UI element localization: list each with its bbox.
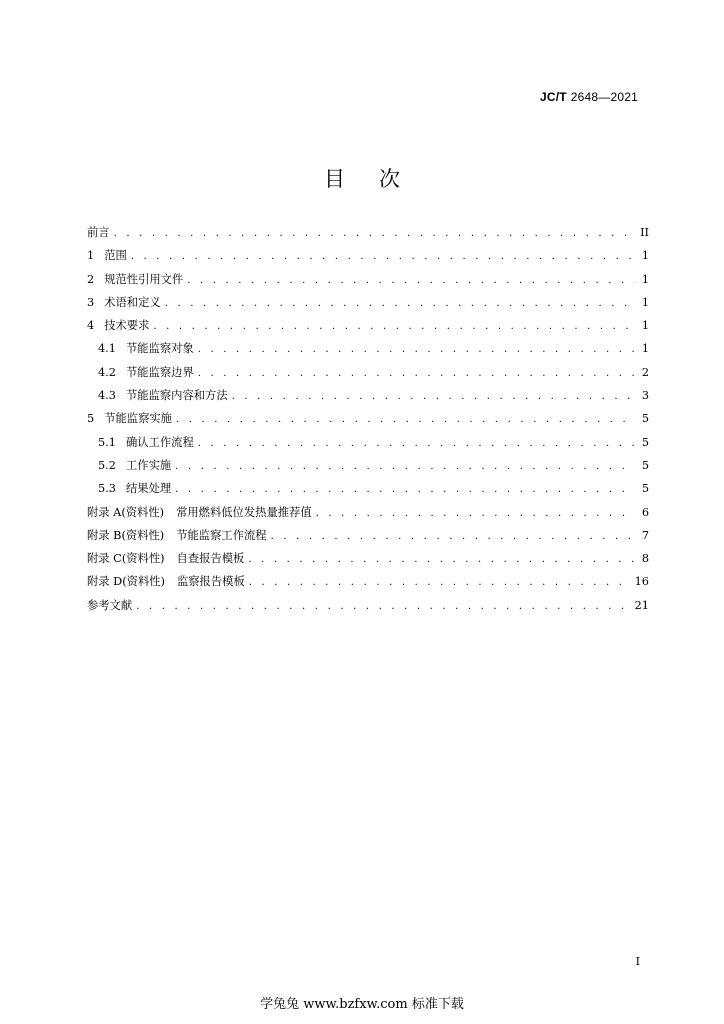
toc-entry-label: 自查报告模板 bbox=[176, 552, 245, 566]
toc-entry-terms-definitions[interactable] bbox=[87, 294, 649, 317]
toc-leader-dots bbox=[114, 228, 635, 239]
toc-leader-dots bbox=[165, 298, 635, 309]
toc-leader-dots bbox=[131, 251, 635, 262]
toc-leader-dots bbox=[176, 414, 635, 425]
toc-entry-appendix-b[interactable] bbox=[87, 527, 649, 550]
toc-entry-number: 3 bbox=[87, 295, 95, 309]
toc-entry-number: 1 bbox=[87, 249, 95, 263]
document-code-prefix: JC/T bbox=[539, 90, 567, 104]
toc-entry-page: II bbox=[640, 226, 649, 239]
toc-entry-label: 规范性引用文件 bbox=[104, 272, 184, 286]
toc-leader-dots bbox=[249, 577, 631, 588]
toc-entry-number: 4.1 bbox=[98, 342, 116, 356]
toc-entry-page: 2 bbox=[641, 365, 649, 379]
toc-entry-page: 8 bbox=[641, 552, 649, 566]
toc-entry-page: 1 bbox=[641, 295, 649, 309]
toc-entry-number: 附录 B(资料性) bbox=[87, 528, 165, 542]
toc-entry-appendix-d[interactable] bbox=[87, 573, 649, 596]
toc-entry-number: 附录 A(资料性) bbox=[87, 505, 165, 519]
toc-entry-number: 4 bbox=[87, 319, 95, 333]
toc-leader-dots bbox=[198, 344, 635, 355]
toc-leader-dots bbox=[316, 508, 635, 519]
toc-entry-4-3[interactable] bbox=[87, 387, 649, 410]
toc-entry-number: 2 bbox=[87, 272, 95, 286]
toc-leader-dots bbox=[271, 531, 635, 542]
page-title: 目次 bbox=[324, 167, 434, 191]
toc-entry-number: 5.3 bbox=[98, 482, 116, 496]
toc-entry-scope[interactable] bbox=[87, 247, 649, 270]
toc-entry-page: 1 bbox=[641, 272, 649, 286]
toc-entry-number: 附录 D(资料性) bbox=[87, 575, 165, 589]
table-of-contents bbox=[87, 224, 649, 620]
toc-entry-page: 5 bbox=[641, 435, 649, 449]
toc-leader-dots bbox=[136, 601, 630, 612]
toc-entry-page: 1 bbox=[641, 249, 649, 263]
toc-entry-label: 节能监察内容和方法 bbox=[125, 389, 228, 403]
document-code bbox=[540, 90, 638, 104]
toc-entry-number: 附录 C(资料性) bbox=[87, 552, 165, 566]
toc-entry-label: 节能监察实施 bbox=[104, 412, 172, 426]
toc-entry-foreword[interactable] bbox=[87, 224, 649, 247]
toc-leader-dots bbox=[187, 275, 635, 286]
watermark-text: 学兔兔 www.bzfxw.com 标准下载 bbox=[260, 997, 464, 1012]
toc-entry-page: 21 bbox=[634, 598, 649, 612]
toc-leader-dots bbox=[248, 554, 635, 565]
toc-entry-number: 4.3 bbox=[98, 389, 116, 403]
toc-entry-page: 3 bbox=[641, 389, 649, 403]
toc-entry-appendix-c[interactable] bbox=[87, 550, 649, 573]
toc-entry-page: 5 bbox=[641, 412, 649, 426]
toc-entry-label: 节能监察边界 bbox=[125, 365, 194, 379]
toc-leader-dots bbox=[232, 391, 635, 402]
toc-entry-label: 常用燃料低位发热量推荐值 bbox=[176, 505, 312, 519]
toc-entry-normative-references[interactable] bbox=[87, 271, 649, 294]
toc-entry-label: 节能监察工作流程 bbox=[176, 528, 267, 542]
toc-entry-page: 7 bbox=[641, 528, 649, 542]
toc-entry-label: 工作实施 bbox=[125, 458, 172, 472]
toc-entry-label: 前言 bbox=[87, 226, 110, 239]
document-code-number: 2648—2021 bbox=[570, 90, 638, 104]
toc-entry-number: 5 bbox=[87, 412, 95, 426]
toc-entry-number: 5.1 bbox=[98, 435, 116, 449]
toc-leader-dots bbox=[153, 321, 635, 332]
toc-leader-dots bbox=[175, 484, 635, 495]
toc-leader-dots bbox=[175, 461, 635, 472]
toc-entry-page: 6 bbox=[641, 505, 649, 519]
toc-leader-dots bbox=[198, 438, 635, 449]
page-number: I bbox=[635, 955, 640, 968]
toc-entry-4-2[interactable] bbox=[87, 364, 649, 387]
toc-entry-technical-requirements[interactable] bbox=[87, 317, 649, 340]
toc-entry-label: 节能监察对象 bbox=[125, 342, 194, 356]
toc-entry-label: 结果处理 bbox=[125, 482, 172, 496]
toc-entry-page: 1 bbox=[641, 342, 649, 356]
toc-entry-label: 参考文献 bbox=[87, 598, 133, 612]
toc-entry-5-3[interactable] bbox=[87, 480, 649, 503]
toc-entry-page: 1 bbox=[641, 319, 649, 333]
toc-entry-number: 5.2 bbox=[98, 458, 116, 472]
toc-entry-page: 5 bbox=[641, 482, 649, 496]
toc-entry-page: 16 bbox=[634, 575, 649, 589]
toc-entry-label: 确认工作流程 bbox=[125, 435, 194, 449]
toc-leader-dots bbox=[198, 368, 635, 379]
toc-entry-5-2[interactable] bbox=[87, 457, 649, 480]
toc-entry-appendix-a[interactable] bbox=[87, 504, 649, 527]
toc-entry-page: 5 bbox=[641, 458, 649, 472]
toc-entry-label: 术语和定义 bbox=[104, 295, 161, 309]
toc-entry-label: 技术要求 bbox=[104, 319, 150, 333]
toc-entry-5-1[interactable] bbox=[87, 434, 649, 457]
toc-entry-number: 4.2 bbox=[98, 365, 116, 379]
toc-entry-label: 监察报告模板 bbox=[176, 575, 245, 589]
toc-entry-bibliography[interactable] bbox=[87, 597, 649, 620]
toc-entry-implementation[interactable] bbox=[87, 410, 649, 433]
toc-entry-label: 范围 bbox=[104, 249, 127, 263]
toc-entry-4-1[interactable] bbox=[87, 340, 649, 363]
